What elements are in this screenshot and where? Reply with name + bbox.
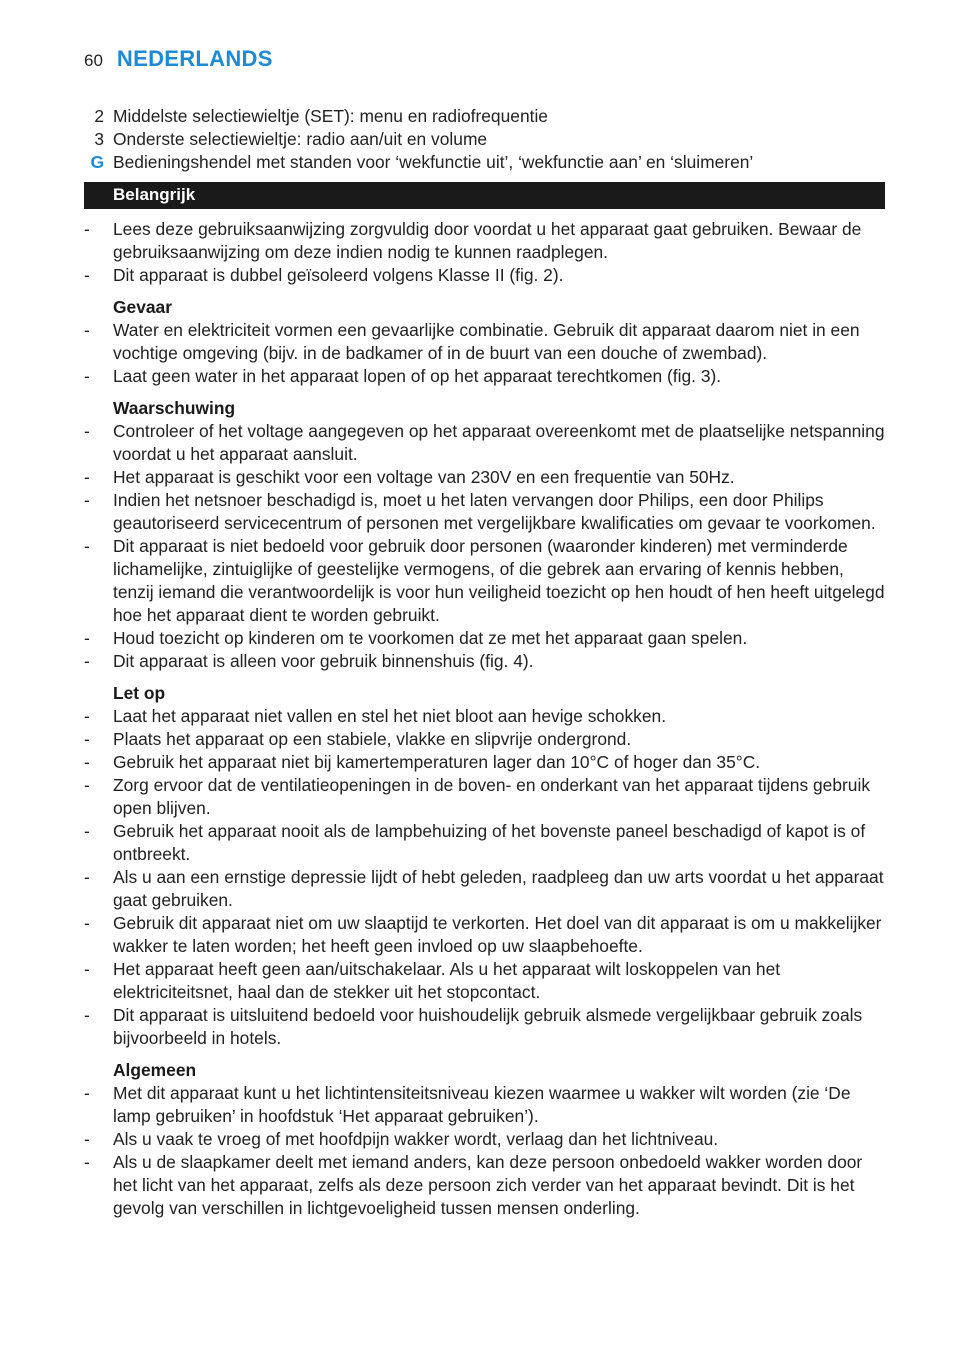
item-text: Gebruik het apparaat nooit als de lampbehuizing of het bovenste paneel beschadigd of kapot is of ontbreekt. [113, 821, 866, 864]
list-item [0, 319, 954, 365]
list-item [0, 1082, 954, 1128]
list-item [0, 535, 954, 627]
item-text: Het apparaat heeft geen aan/uitschakelaar. Als u het apparaat wilt loskoppelen van het elektriciteitsnet, haal dan de stekker uit het stopcontact. [113, 959, 781, 1002]
item-text: Gebruik het apparaat niet bij kamertemperaturen lager dan 10°C of hoger dan 35°C. [113, 752, 761, 772]
bullet-dash: - [84, 729, 90, 749]
bullet-dash: - [84, 775, 90, 795]
bullet-dash: - [84, 821, 90, 841]
bullet-dash: - [84, 467, 90, 487]
subsection-heading: Gevaar [113, 297, 172, 317]
list-item [0, 128, 954, 151]
subsection-heading: Let op [113, 683, 166, 703]
page-header [84, 46, 273, 76]
item-text: Als u de slaapkamer deelt met iemand anders, kan deze persoon onbedoeld wakker worden door het licht van het apparaat, zelfs als deze persoon zich verder van het apparaat bevindt. Dit is het gevolg van verschillen in lichtgevoeligheid tussen mensen onderling. [113, 1152, 863, 1218]
bullet-dash: - [84, 913, 90, 933]
item-text: Plaats het apparaat op een stabiele, vlakke en slipvrije ondergrond. [113, 729, 632, 749]
list-item [0, 264, 954, 287]
list-item [0, 774, 954, 820]
bullet-dash: - [84, 490, 90, 510]
item-text: Dit apparaat is uitsluitend bedoeld voor huishoudelijk gebruik alsmede vergelijkbaar gebruik zoals bijvoorbeeld in hotels. [113, 1005, 863, 1048]
bullet-dash: - [84, 959, 90, 979]
section-bar-title: Belangrijk [113, 185, 196, 204]
list-item [0, 151, 954, 174]
list-item [0, 1128, 954, 1151]
bullet-dash: - [84, 536, 90, 556]
section-bar [84, 182, 885, 209]
item-text: Middelste selectiewieltje (SET): menu en radiofrequentie [113, 106, 548, 126]
item-text: Dit apparaat is niet bedoeld voor gebruik door personen (waaronder kinderen) met verminderde lichamelijke, zintuiglijke of geestelijke vermogens, of die gebrek aan ervaring of kennis hebben, tenzij iemand die verantwoordelijk is voor hun veiligheid toezicht op hen houdt of hen heeft uitgelegd hoe het apparaat dient te worden gebruikt. [113, 536, 885, 625]
bullet-dash: - [84, 651, 90, 671]
item-text: Laat geen water in het apparaat lopen of op het apparaat terechtkomen (fig. 3). [113, 366, 722, 386]
list-item [0, 705, 954, 728]
list-item [0, 751, 954, 774]
item-number: G [90, 152, 104, 172]
bullet-dash: - [84, 366, 90, 386]
list-item [0, 365, 954, 388]
item-text: Water en elektriciteit vormen een gevaarlijke combinatie. Gebruik dit apparaat daarom niet in een vochtige omgeving (bijv. in de badkamer of in de buurt van een douche of zwembad). [113, 320, 860, 363]
bullet-dash: - [84, 421, 90, 441]
list-item [0, 627, 954, 650]
page-number: 60 [84, 51, 103, 70]
bullet-dash: - [84, 1129, 90, 1149]
item-text: Als u aan een ernstige depressie lijdt of hebt geleden, raadpleeg dan uw arts voordat u het apparaat gaat gebruiken. [113, 867, 884, 910]
bullet-dash: - [84, 752, 90, 772]
subsection-heading: Waarschuwing [113, 398, 236, 418]
bullet-dash: - [84, 1083, 90, 1103]
list-item [0, 1151, 954, 1220]
item-number: 3 [94, 129, 104, 149]
item-text: Als u vaak te vroeg of met hoofdpijn wakker wordt, verlaag dan het lichtniveau. [113, 1129, 719, 1149]
item-text: Indien het netsnoer beschadigd is, moet u het laten vervangen door Philips, een door Philips geautoriseerd servicecentrum of personen met vergelijkbare kwalificaties om gevaar te voorkomen. [113, 490, 876, 533]
item-text: Controleer of het voltage aangegeven op het apparaat overeenkomt met de plaatselijke netspanning voordat u het apparaat aansluit. [113, 421, 885, 464]
list-item [0, 105, 954, 128]
item-text: Dit apparaat is alleen voor gebruik binnenshuis (fig. 4). [113, 651, 534, 671]
bullet-dash: - [84, 219, 90, 239]
item-text: Met dit apparaat kunt u het lichtintensiteitsniveau kiezen waarmee u wakker wilt worden (zie ‘De lamp gebruiken’ in hoofdstuk ‘Het apparaat gebruiken’). [113, 1083, 851, 1126]
item-text: Onderste selectiewieltje: radio aan/uit en volume [113, 129, 488, 149]
list-item [0, 218, 954, 264]
intro-list [0, 105, 954, 174]
item-text: Het apparaat is geschikt voor een voltage van 230V en een frequentie van 50Hz. [113, 467, 735, 487]
list-item [0, 1004, 954, 1050]
bullet-dash: - [84, 265, 90, 285]
subsection-list [0, 296, 954, 1220]
list-item [0, 958, 954, 1004]
list-item [0, 728, 954, 751]
bullet-dash: - [84, 1152, 90, 1172]
item-text: Zorg ervoor dat de ventilatieopeningen in de boven- en onderkant van het apparaat tijdens gebruik open blijven. [113, 775, 871, 818]
item-text: Gebruik dit apparaat niet om uw slaaptijd te verkorten. Het doel van dit apparaat is om u makkelijker wakker te laten worden; het heeft geen invloed op uw slaapbehoefte. [113, 913, 882, 956]
item-text: Lees deze gebruiksaanwijzing zorgvuldig door voordat u het apparaat gaat gebruiken. Bewaar de gebruiksaanwijzing om deze indien nodig te kunnen raadplegen. [113, 219, 862, 262]
language-title: NEDERLANDS [116, 46, 273, 71]
item-text: Bedieningshendel met standen voor ‘wekfunctie uit’, ‘wekfunctie aan’ en ‘sluimeren’ [113, 152, 754, 172]
list-item [0, 912, 954, 958]
bullet-dash: - [84, 1005, 90, 1025]
bullet-dash: - [84, 628, 90, 648]
bullet-dash: - [84, 867, 90, 887]
item-text: Houd toezicht op kinderen om te voorkomen dat ze met het apparaat gaan spelen. [113, 628, 748, 648]
list-item [0, 420, 954, 466]
list-item [0, 466, 954, 489]
list-item [0, 820, 954, 866]
item-text: Laat het apparaat niet vallen en stel het niet bloot aan hevige schokken. [113, 706, 667, 726]
subsection-heading: Algemeen [113, 1060, 197, 1080]
item-text: Dit apparaat is dubbel geïsoleerd volgens Klasse II (fig. 2). [113, 265, 564, 285]
list-item [0, 866, 954, 912]
item-number: 2 [94, 106, 104, 126]
page-content [0, 105, 954, 1220]
bullet-dash: - [84, 706, 90, 726]
intro-bullet-list [0, 218, 954, 287]
list-item [0, 489, 954, 535]
bullet-dash: - [84, 320, 90, 340]
list-item [0, 650, 954, 673]
